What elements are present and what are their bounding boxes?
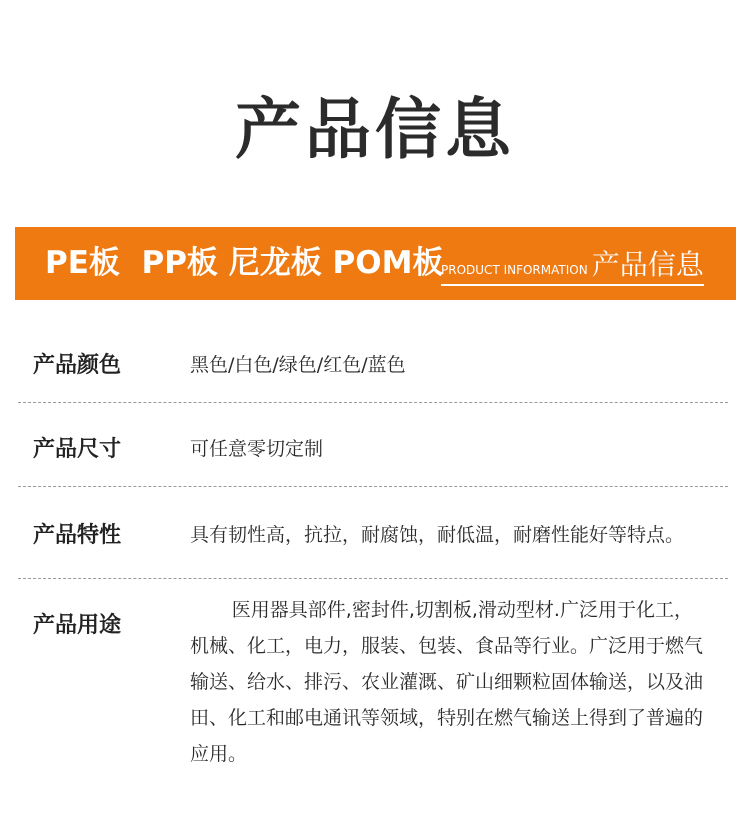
row-divider	[18, 578, 728, 579]
spec-value-color: 黑色/白色/绿色/红色/蓝色	[190, 354, 406, 376]
row-divider	[18, 486, 728, 487]
banner-heading-group	[441, 243, 704, 286]
spec-label-color: 产品颜色	[33, 353, 122, 378]
section-banner	[15, 227, 736, 300]
spec-value-size: 可任意零切定制	[190, 438, 324, 460]
spec-label-size: 产品尺寸	[33, 437, 122, 462]
row-divider	[18, 402, 728, 403]
spec-value-features: 具有韧性高，抗拉，耐腐蚀，耐低温，耐磨性能好等特点。	[190, 524, 685, 546]
banner-chinese-heading: 产品信息	[591, 248, 704, 281]
page-title: 产品信息	[235, 91, 515, 168]
banner-product-types: PE板 PP板 尼龙板 POM板	[45, 245, 444, 281]
spec-label-usage: 产品用途	[33, 613, 122, 638]
spec-value-usage: 医用器具部件,密封件,切割板,滑动型材.广泛用于化工，机械、化工，电力，服装、包装、食品等行业。广泛用于燃气输送、给水、排污、农业灌溉、矿山细颗粒固体输送，以及油田、化工和邮电通讯等领域，特别在燃气输送上得到了普遍的应用。	[190, 599, 704, 765]
banner-english-subtitle: PRODUCT INFORMATION	[441, 263, 588, 277]
spec-label-features: 产品特性	[33, 523, 122, 548]
